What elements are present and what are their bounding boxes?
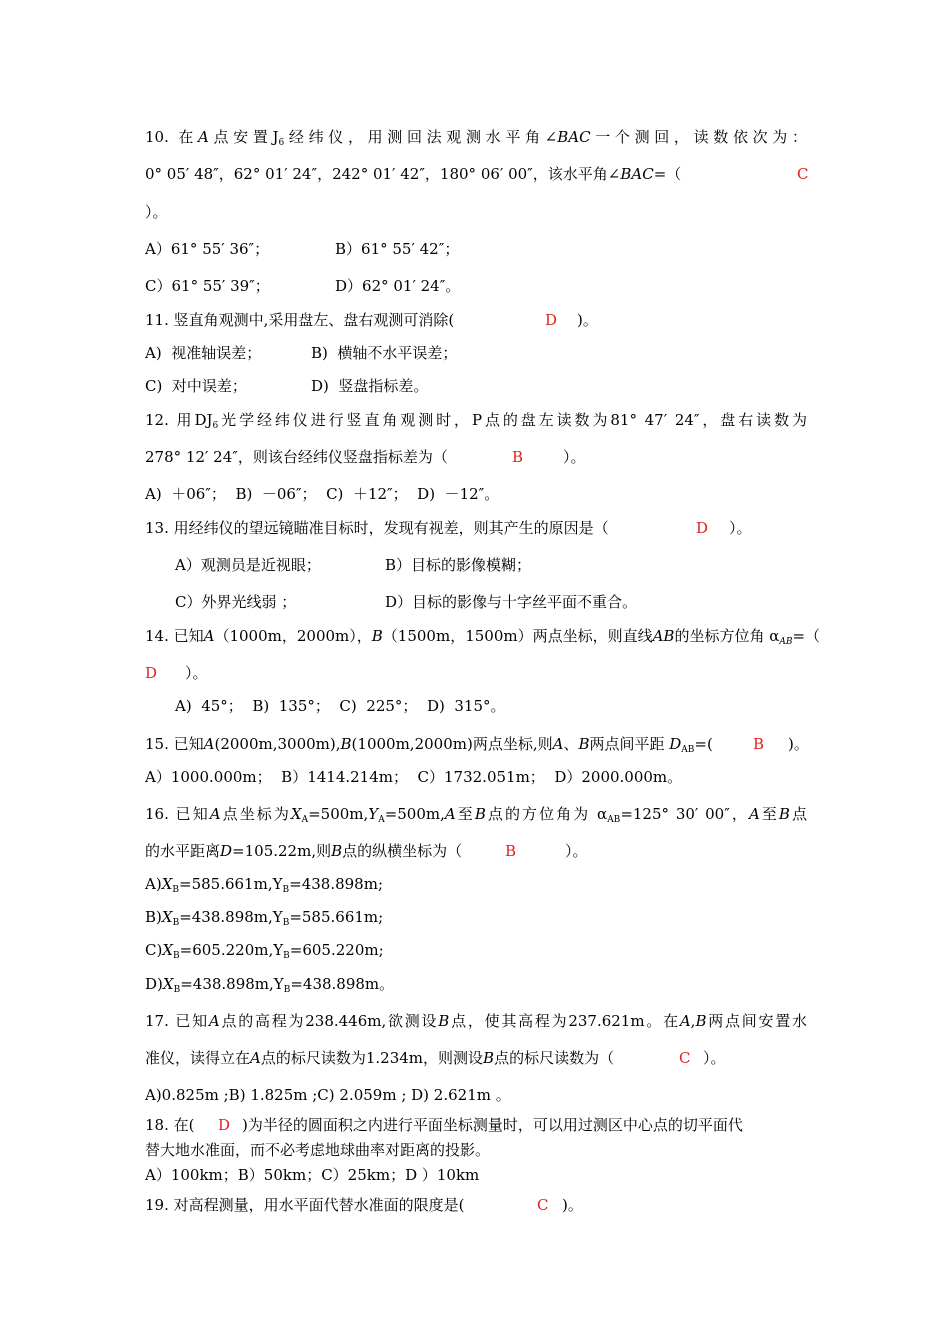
q13-close: ）。 xyxy=(729,519,752,537)
q15-options: A）1000.000m； B）1414.214m； C）1732.051m； D）2000.000m。 xyxy=(145,768,683,786)
q16-answer: B xyxy=(505,842,517,860)
q11-option-b: B) 横轴不水平误差； xyxy=(311,344,458,362)
q19-answer: C xyxy=(537,1196,549,1214)
q10-line3: ）。 xyxy=(145,203,168,221)
q18-line1-end: )为半径的圆面积之内进行平面坐标测量时，可以用过测区中心点的切平面代 xyxy=(242,1116,743,1134)
q17-options: A)0.825m ;B) 1.825m ;C) 2.059m ; D) 2.621m 。 xyxy=(145,1086,511,1104)
q13-option-c: C）外界光线弱 ； xyxy=(175,593,297,611)
q11-option-a: A) 视准轴误差； xyxy=(145,344,262,362)
q16-option-c: $C)X_B=605.220m,Y_B=605.220m$; xyxy=(145,941,384,961)
q10-option-b: B）61° 55′ 42″； xyxy=(335,240,460,258)
q12-line1: 12. 用$DJ_6$光学经纬仪进行竖直角观测时，P点的盘左读数为81° 47′ 24″，盘右读数为 xyxy=(145,411,807,431)
q12-close: ）。 xyxy=(563,448,586,466)
q15-close: )。 xyxy=(788,735,809,753)
q18-options: A）100km；B）50km；C）25km；D ）10km xyxy=(145,1166,480,1184)
q12-line2: 278° 12′ 24″，则该台经纬仪竖盘指标差为（ xyxy=(145,448,448,466)
q10-option-c: C）61° 55′ 39″； xyxy=(145,277,270,295)
q15-line1: 15. 已知A(2000m,3000m),B(1000m,2000m)两点坐标,则A、B两点间平距 $D_{AB}=$( xyxy=(145,735,713,755)
q14-answer: D xyxy=(145,664,158,682)
q13-text: 13. 用经纬仪的望远镜瞄准目标时，发现有视差，则其产生的原因是（ xyxy=(145,519,609,537)
q16-line2: 的水平距离D=105.22m,则B点的纵横坐标为（ xyxy=(145,842,463,860)
q13-option-b: B）目标的影像模糊； xyxy=(385,556,532,574)
q16-option-d: $D)X_B=438.898m,Y_B=438.898m$。 xyxy=(145,975,395,995)
q13-answer: D xyxy=(696,519,709,537)
q10-option-d: D）62° 01′ 24″。 xyxy=(335,277,461,295)
q18-line2: 替大地水准面，而不必考虑地球曲率对距离的投影。 xyxy=(145,1141,491,1159)
q13-option-d: D）目标的影像与十字丝平面不重合。 xyxy=(385,593,638,611)
q12-answer: B xyxy=(512,448,524,466)
q19-close: )。 xyxy=(562,1196,583,1214)
q16-option-a: $A)X_B=585.661m,Y_B=438.898m$; xyxy=(145,875,383,895)
q13-option-a: A）观测员是近视眼； xyxy=(175,556,321,574)
q18-line1-start: 18. 在( xyxy=(145,1116,195,1134)
q16-close: ）。 xyxy=(565,842,588,860)
q17-line2: 准仪，读得立在A点的标尺读数为1.234m，则测设B点的标尺读数为（ xyxy=(145,1049,615,1067)
q11-text: 11. 竖直角观测中,采用盘左、盘右观测可消除( xyxy=(145,311,455,329)
q17-close: ）。 xyxy=(703,1049,726,1067)
q12-options: A) ＋06″； B) －06″； C) ＋12″； D) －12″。 xyxy=(145,485,500,503)
q17-answer: C xyxy=(679,1049,691,1067)
q11-option-d: D) 竖盘指标差。 xyxy=(311,377,429,395)
q16-option-b: $B)X_B=438.898m,Y_B=585.661m$; xyxy=(145,908,384,928)
q11-option-c: C) 对中误差； xyxy=(145,377,247,395)
q16-line1: 16. 已知A点坐标为$X_A=500m,Y_A=500m,A$至B点的方位角为 $\alpha_{AB}=125^\circ$ 30′ 00″，A至B点 xyxy=(145,805,807,825)
q10-option-a: A）61° 55′ 36″； xyxy=(145,240,270,258)
q11-close: )。 xyxy=(577,311,598,329)
q18-answer: D xyxy=(218,1116,231,1134)
q19-text: 19. 对高程测量，用水平面代替水准面的限度是( xyxy=(145,1196,465,1214)
q14-close: ）。 xyxy=(185,664,208,682)
q10-answer: C xyxy=(797,165,809,183)
q14-options: A) 45°； B) 135°； C) 225°； D) 315°。 xyxy=(175,697,506,715)
q17-line1: 17. 已知A点的高程为238.446m,欲测设B点，使其高程为237.621m。在A,B两点间安置水 xyxy=(145,1012,807,1030)
q14-line1: 14. 已知A（1000m，2000m），B（1500m，1500m）两点坐标，则直线AB的坐标方位角 $\alpha_{AB}=$（ xyxy=(145,627,821,647)
q10-line2: 0° 05′ 48″，62° 01′ 24″，242° 01′ 42″，180° 06′ 00″，该水平角∠BAC=（ xyxy=(145,165,682,183)
q11-answer: D xyxy=(545,311,558,329)
q15-answer: B xyxy=(753,735,765,753)
q10-line1: 10. 在A点安置$J_6$经纬仪，用测回法观测水平角∠BAC一个测回，读数依次为： xyxy=(145,128,807,148)
